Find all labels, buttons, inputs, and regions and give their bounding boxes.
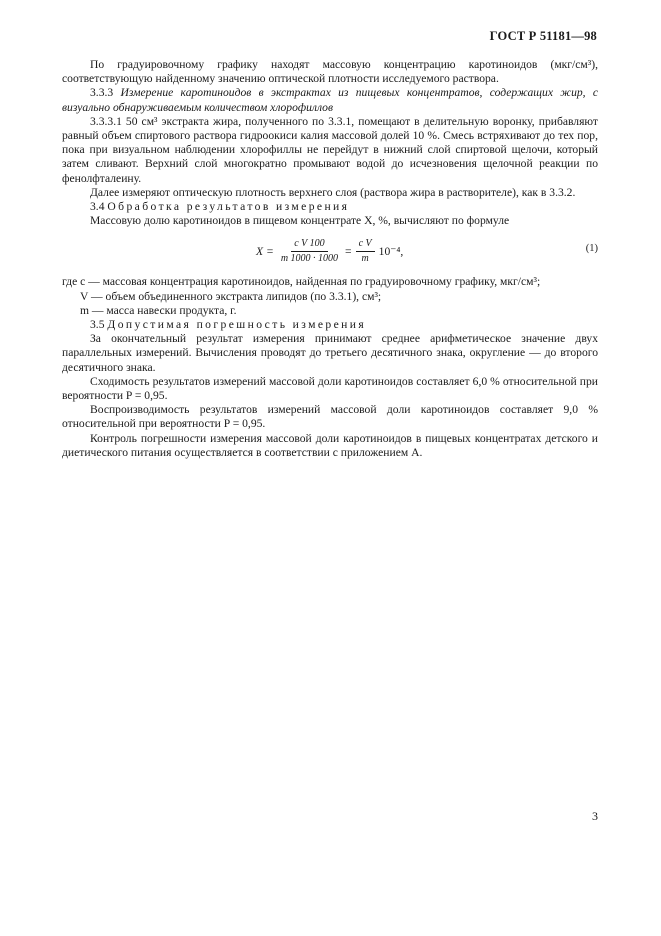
paragraph-further-measurement: Далее измеряют оптическую плотность верхнего слоя (раствора жира в растворителе), как в 3.3.2.: [90, 185, 576, 199]
formula-lhs: X =: [256, 244, 274, 258]
fraction-denominator: m: [361, 253, 369, 265]
paragraph-error-control: Контроль погрешности измерения массовой доли каротиноидов в пищевых концентратах детского и диетического питания осуществляется в соответствии с приложением А.: [62, 431, 598, 459]
fraction-numerator: c V: [356, 238, 375, 252]
definition-v: V — объем объединенного экстракта липидов (по 3.3.1), см³;: [80, 289, 382, 303]
formula-fraction-1: [278, 238, 341, 265]
section-3-3-3-heading: [62, 86, 598, 114]
section-number: 3.3.3: [90, 86, 114, 100]
equation-number: (1): [585, 243, 598, 255]
section-title: Измерение каротиноидов в экстрактах из пищевых концентратов, содержащих жир, с визуально обнаруживаемым количеством хлорофиллов: [62, 86, 598, 114]
formula-intro: Массовую долю каротиноидов в пищевом концентрате X, %, вычисляют по формуле: [90, 214, 510, 228]
page-number: 3: [592, 809, 598, 823]
definition-m: m — масса навески продукта, г.: [80, 303, 237, 317]
document-code-header: ГОСТ Р 51181—98: [489, 29, 597, 43]
paragraph-final-result: За окончательный результат измерения принимают среднее арифметическое значение двух параллельных измерений. Вычисления проводят до третьего десятичного знака, округление — до второго десятичного знака.: [62, 332, 598, 374]
section-number: 3.5: [90, 318, 105, 332]
section-number: 3.4: [90, 200, 105, 214]
paragraph-reproducibility: Воспроизводимость результатов измерений массовой доли каротиноидов составляет 9,0 % относительной при вероятности P = 0,95.: [62, 403, 598, 431]
document-body: [62, 58, 598, 460]
fraction-numerator: c V 100: [291, 238, 327, 252]
formula-equals: =: [345, 244, 352, 258]
paragraph-repeatability: Сходимость результатов измерений массовой доли каротиноидов составляет 6,0 % относительной при вероятности P = 0,95.: [62, 374, 598, 403]
formula-fraction-2: [356, 238, 375, 265]
definition-c: где c — массовая концентрация каротиноидов, найденная по градуировочному графику, мкг/см³;: [62, 275, 541, 289]
fraction-denominator: m 1000 · 1000: [280, 253, 339, 265]
formula-tail: 10⁻⁴,: [378, 244, 404, 258]
formula-block: [62, 229, 598, 273]
paragraph-calibration: По градуировочному графику находят массовую концентрацию каротиноидов (мкг/см³), соответствующую найденному значению оптической плотности исследуемого раствора.: [62, 58, 598, 86]
paragraph-3-3-3-1: 3.3.3.1 50 см³ экстракта жира, полученного по 3.3.1, помещают в делительную воронку, прибавляют равный объем спиртового раствора гидроокиси калия массовой долей 10 %. Смесь встряхивают до тех пор, пока при визуальном наблюдении хлорофиллы не перейдут в нижний слой спиртовой щелочи, который затем сливают. Верхний слой многократно промывают водой до исчезновения щелочной реакции по фенолфталеину.: [62, 114, 598, 185]
formula: [256, 238, 403, 265]
section-title: Обработка результатов измерения: [107, 200, 350, 214]
section-title: Допустимая погрешность измерения: [107, 318, 367, 332]
section-3-5-heading: [62, 318, 598, 332]
section-3-4-heading: [62, 200, 598, 214]
